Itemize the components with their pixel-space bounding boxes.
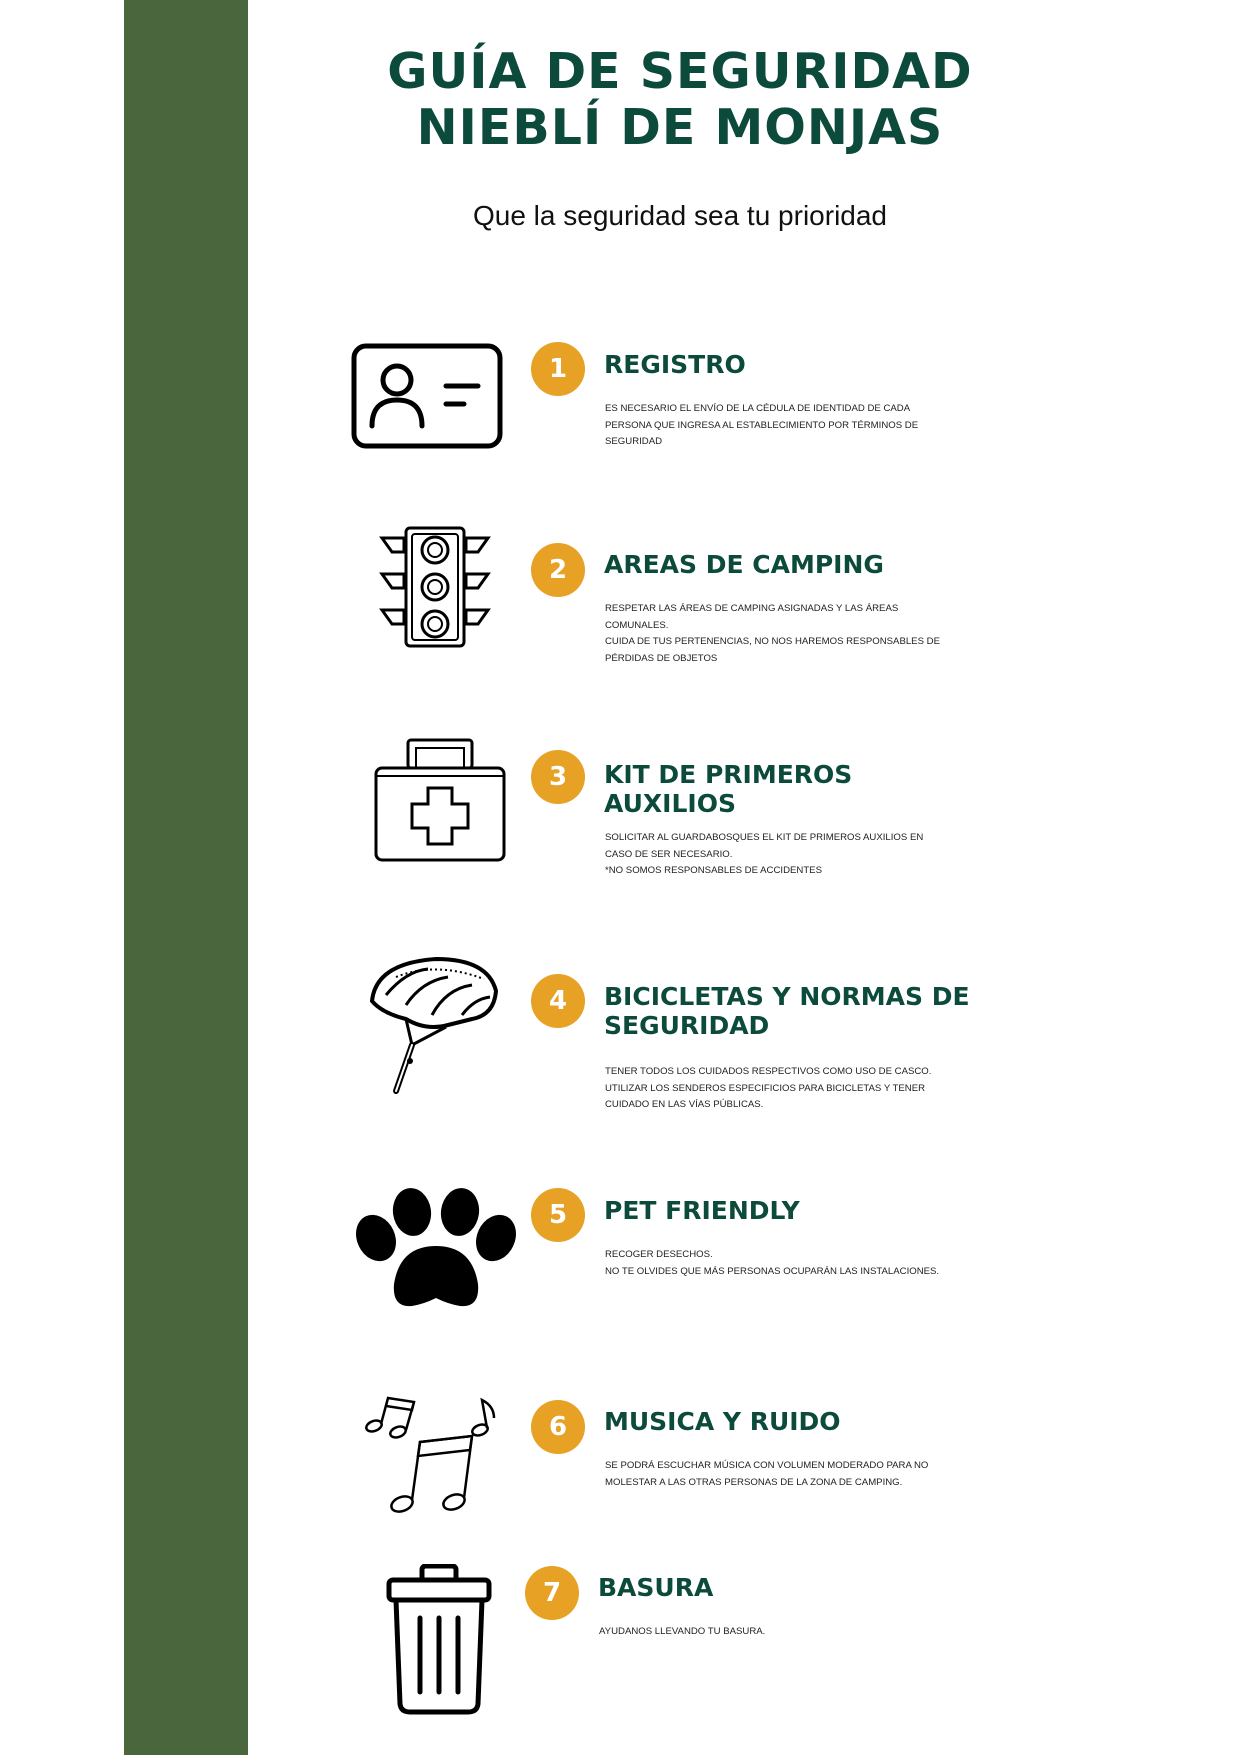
step-description: [605, 1458, 950, 1491]
bike-helmet-icon: [366, 955, 500, 1099]
step-number-badge: 3: [531, 750, 585, 804]
description-line: RECOGER DESECHOS.: [605, 1249, 713, 1260]
step-description: [605, 1064, 950, 1114]
step-number-badge: 6: [531, 1400, 585, 1454]
step-description: [605, 601, 950, 667]
description-line: UTILIZAR LOS SENDEROS ESPECIFICIOS PARA BICICLETAS Y TENER CUIDADO EN LAS VÍAS PÚBLICAS.: [605, 1082, 926, 1110]
description-line: SE PODRÁ ESCUCHAR MÚSICA CON VOLUMEN MODERADO PARA NO MOLESTAR A LAS OTRAS PERSONAS DE LA ZONA DE CAMPING.: [605, 1460, 929, 1488]
title-line-2: NIEBLÍ DE MONJAS: [416, 99, 944, 156]
step-heading: BICICLETAS Y NORMAS DE SEGURIDAD: [604, 982, 970, 1040]
step-heading: REGISTRO: [604, 350, 746, 379]
page-title: [300, 44, 1060, 156]
traffic-light-icon: [378, 526, 492, 648]
description-line: *NO SOMOS RESPONSABLES DE ACCIDENTES: [605, 865, 822, 876]
step-heading: AREAS DE CAMPING: [604, 550, 884, 579]
id-card-icon: [350, 342, 504, 450]
music-notes-icon: [362, 1392, 518, 1518]
step-number-badge: 1: [531, 342, 585, 396]
page-subtitle: Que la seguridad sea tu prioridad: [472, 200, 888, 231]
step-number-badge: 7: [525, 1566, 579, 1620]
step-number-badge: 4: [531, 974, 585, 1028]
step-heading: MUSICA Y RUIDO: [604, 1407, 841, 1436]
step-number-badge: 2: [531, 543, 585, 597]
sidebar-band: [124, 0, 248, 1755]
description-line: ES NECESARIO EL ENVÍO DE LA CÉDULA DE IDENTIDAD DE CADA PERSONA QUE INGRESA AL ESTABLECIMIENTO POR TÉRMINOS DE SEGURIDAD: [605, 403, 919, 447]
step-description: [599, 1624, 944, 1641]
description-line: SOLICITAR AL GUARDABOSQUES EL KIT DE PRIMEROS AUXILIOS EN CASO DE SER NECESARIO.: [605, 832, 924, 860]
step-description: [605, 1247, 950, 1280]
step-heading: KIT DE PRIMEROS AUXILIOS: [604, 760, 853, 818]
description-line: AYUDANOS LLEVANDO TU BASURA.: [599, 1626, 766, 1637]
step-heading: BASURA: [598, 1573, 714, 1602]
description-line: CUIDA DE TUS PERTENENCIAS, NO NOS HAREMOS RESPONSABLES DE PÉRDIDAS DE OBJETOS: [605, 636, 940, 664]
step-description: [605, 830, 950, 880]
trash-can-icon: [386, 1564, 492, 1716]
step-number-badge: 5: [531, 1188, 585, 1242]
description-line: RESPETAR LAS ÁREAS DE CAMPING ASIGNADAS Y LAS ÁREAS COMUNALES.: [605, 603, 899, 631]
description-line: TENER TODOS LOS CUIDADOS RESPECTIVOS COMO USO DE CASCO.: [605, 1066, 932, 1077]
first-aid-kit-icon: [374, 738, 506, 862]
step-heading: PET FRIENDLY: [604, 1196, 800, 1225]
title-line-1: GUÍA DE SEGURIDAD: [387, 43, 973, 100]
paw-print-icon: [354, 1188, 518, 1310]
description-line: NO TE OLVIDES QUE MÁS PERSONAS OCUPARÁN LAS INSTALACIONES.: [605, 1265, 940, 1277]
step-description: [605, 401, 950, 451]
